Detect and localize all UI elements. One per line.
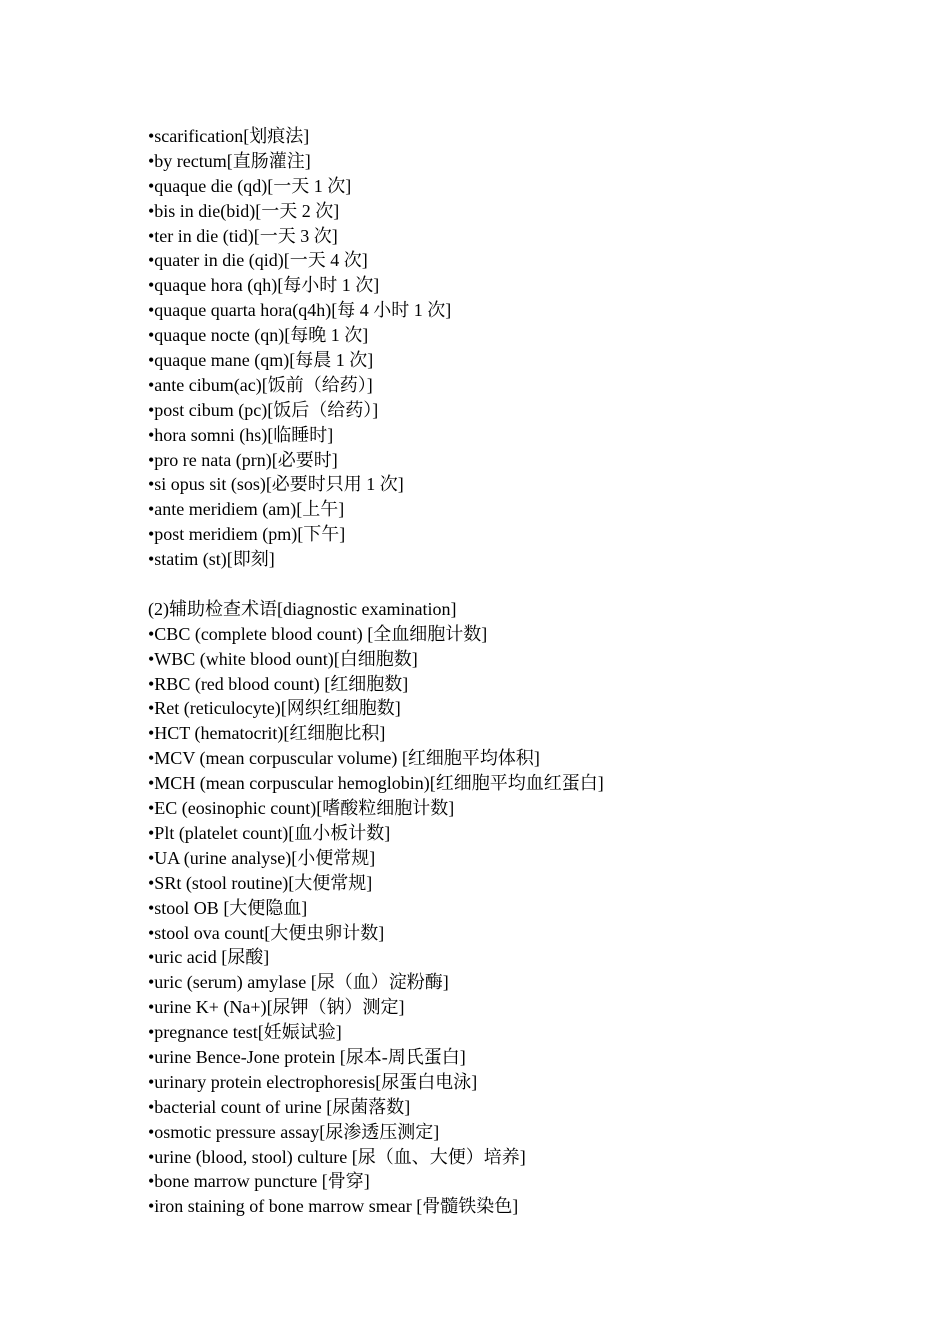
list-item: •stool OB [大便隐血] xyxy=(148,897,308,918)
list-item: •urine (blood, stool) culture [尿（血、大便）培养] xyxy=(148,1146,526,1167)
list-item: •uric acid [尿酸] xyxy=(148,947,270,968)
list-item: •quater in die (qid)[一天 4 次] xyxy=(148,250,368,271)
list-item: •iron staining of bone marrow smear [骨髓铁染色] xyxy=(148,1196,519,1217)
list-item: •HCT (hematocrit)[红细胞比积] xyxy=(148,723,386,744)
list-item: •quaque mane (qm)[每晨 1 次] xyxy=(148,350,374,371)
list-item: •UA (urine analyse)[小便常规] xyxy=(148,847,376,868)
list-item: •quaque die (qd)[一天 1 次] xyxy=(148,175,352,196)
list-item: •urine Bence-Jone protein [尿本-周氏蛋白] xyxy=(148,1046,466,1067)
list-item: •stool ova count[大便虫卵计数] xyxy=(148,922,385,943)
section-gap xyxy=(148,572,908,597)
list-item: •uric (serum) amylase [尿（血）淀粉酶] xyxy=(148,972,449,993)
list-item: •Ret (reticulocyte)[网织红细胞数] xyxy=(148,698,401,719)
list-item: •quaque quarta hora(q4h)[每 4 小时 1 次] xyxy=(148,300,452,321)
list-item: •si opus sit (sos)[必要时只用 1 次] xyxy=(148,474,404,495)
list-item: •bacterial count of urine [尿菌落数] xyxy=(148,1096,411,1117)
list-item: •SRt (stool routine)[大便常规] xyxy=(148,872,373,893)
list-item: •hora somni (hs)[临睡时] xyxy=(148,424,334,445)
section-heading: (2)辅助检查术语[diagnostic examination] xyxy=(148,598,457,619)
list-item: •MCV (mean corpuscular volume) [红细胞平均体积] xyxy=(148,748,540,769)
list-item: •osmotic pressure assay[尿渗透压测定] xyxy=(148,1121,440,1142)
list-item: •post meridiem (pm)[下午] xyxy=(148,524,346,545)
list-item: •pregnance test[妊娠试验] xyxy=(148,1022,342,1043)
list-item: •urinary protein electrophoresis[尿蛋白电泳] xyxy=(148,1071,478,1092)
list-item: •by rectum[直肠灌注] xyxy=(148,150,311,171)
list-item: •Plt (platelet count)[血小板计数] xyxy=(148,822,391,843)
list-item: •bis in die(bid)[一天 2 次] xyxy=(148,200,340,221)
list-item: •ter in die (tid)[一天 3 次] xyxy=(148,225,338,246)
list-item: •bone marrow puncture [骨穿] xyxy=(148,1171,370,1192)
list-item: •MCH (mean corpuscular hemoglobin)[红细胞平均血红蛋白] xyxy=(148,773,604,794)
list-item: •scarification[划痕法] xyxy=(148,126,310,146)
document-page xyxy=(148,124,908,1219)
list-item: •statim (st)[即刻] xyxy=(148,549,275,570)
list-item: •ante cibum(ac)[饭前（给药）] xyxy=(148,374,373,395)
list-item: •WBC (white blood ount)[白细胞数] xyxy=(148,648,418,669)
list-item: •post cibum (pc)[饭后（给药）] xyxy=(148,399,379,420)
list-item: •EC (eosinophic count)[嗜酸粒细胞计数] xyxy=(148,798,455,819)
list-item: •urine K+ (Na+)[尿钾（钠）测定] xyxy=(148,997,405,1018)
list-item: •quaque nocte (qn)[每晚 1 次] xyxy=(148,325,369,346)
list-item: •ante meridiem (am)[上午] xyxy=(148,499,345,520)
list-item: •pro re nata (prn)[必要时] xyxy=(148,449,338,470)
diagnostic-section xyxy=(148,597,908,1219)
list-item: •quaque hora (qh)[每小时 1 次] xyxy=(148,275,380,296)
list-item: •CBC (complete blood count) [全血细胞计数] xyxy=(148,623,488,644)
abbreviation-list xyxy=(148,124,908,572)
list-item: •RBC (red blood count) [红细胞数] xyxy=(148,673,409,694)
